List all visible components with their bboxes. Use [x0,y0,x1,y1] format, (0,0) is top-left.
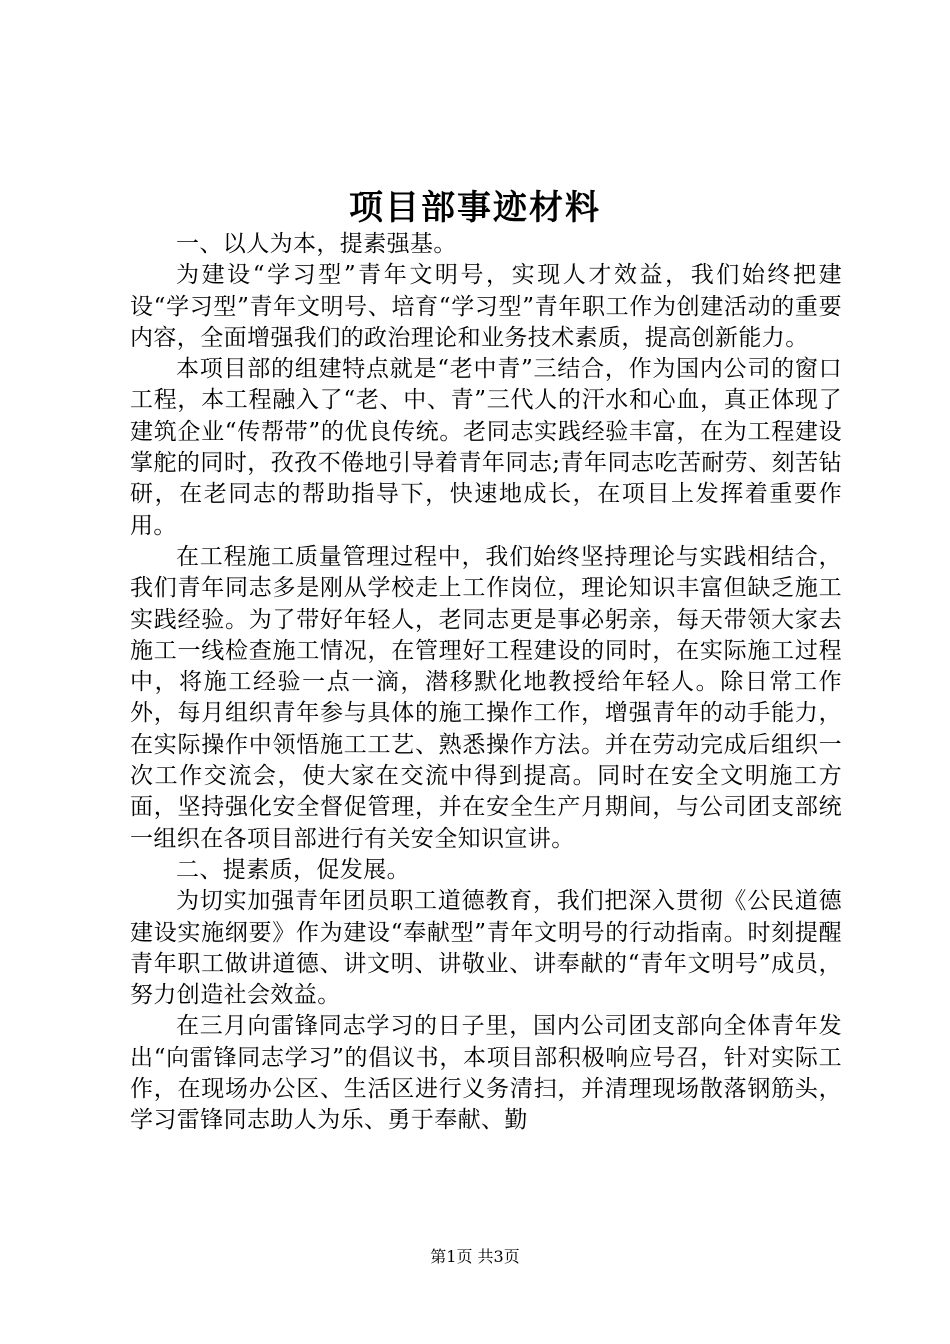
paragraph: 在工程施工质量管理过程中，我们始终坚持理论与实践相结合，我们青年同志多是刚从学校走上工作岗位，理论知识丰富但缺乏施工实践经验。为了带好年轻人，老同志更是事必躬亲，每天带领大家去施工一线检查施工情况，在管理好工程建设的同时，在实际施工过程中，将施工经验一点一滴，潜移默化地教授给年轻人。除日常工作外，每月组织青年参与具体的施工操作工作，增强青年的动手能力，在实际操作中领悟施工工艺、熟悉操作方法。并在劳动完成后组织一次工作交流会，使大家在交流中得到提高。同时在安全文明施工方面，坚持强化安全督促管理，并在安全生产月期间，与公司团支部统一组织在各项目部进行有关安全知识宣讲。 [130,543,842,852]
paragraph: 为建设“学习型”青年文明号，实现人才效益，我们始终把建设“学习型”青年文明号、培育“学习型”青年职工作为创建活动的重要内容，全面增强我们的政治理论和业务技术素质，提高创新能力。 [130,262,842,351]
document-title: 项目部事迹材料 [349,188,601,228]
paragraph: 本项目部的组建特点就是“老中青”三结合，作为国内公司的窗口工程，本工程融入了“老、中、青”三代人的汗水和心血，真正体现了建筑企业“传帮带”的优良传统。老同志实践经验丰富，在为工程建设掌舵的同时，孜孜不倦地引导着青年同志;青年同志吃苦耐劳、刻苦钻研，在老同志的帮助指导下，快速地成长，在项目上发挥着重要作用。 [130,356,842,539]
paragraph: 为切实加强青年团员职工道德教育，我们把深入贯彻《公民道德建设实施纲要》作为建设“奉献型”青年文明号的行动指南。时刻提醒青年职工做讲道德、讲文明、讲敬业、讲奉献的“青年文明号”成员，努力创造社会效益。 [130,888,842,1009]
document-body [130,229,842,1137]
section-heading-2: 二、提素质，促发展。 [176,856,410,883]
page-number-footer: 第1页 共3页 [430,1247,520,1266]
section-heading-1: 一、以人为本，提素强基。 [176,231,457,257]
paragraph: 在三月向雷锋同志学习的日子里，国内公司团支部向全体青年发出“向雷锋同志学习”的倡议书，本项目部积极响应号召，针对实际工作，在现场办公区、生活区进行义务清扫，并清理现场散落钢筋头，学习雷锋同志助人为乐、勇于奉献、勤 [130,1013,842,1134]
